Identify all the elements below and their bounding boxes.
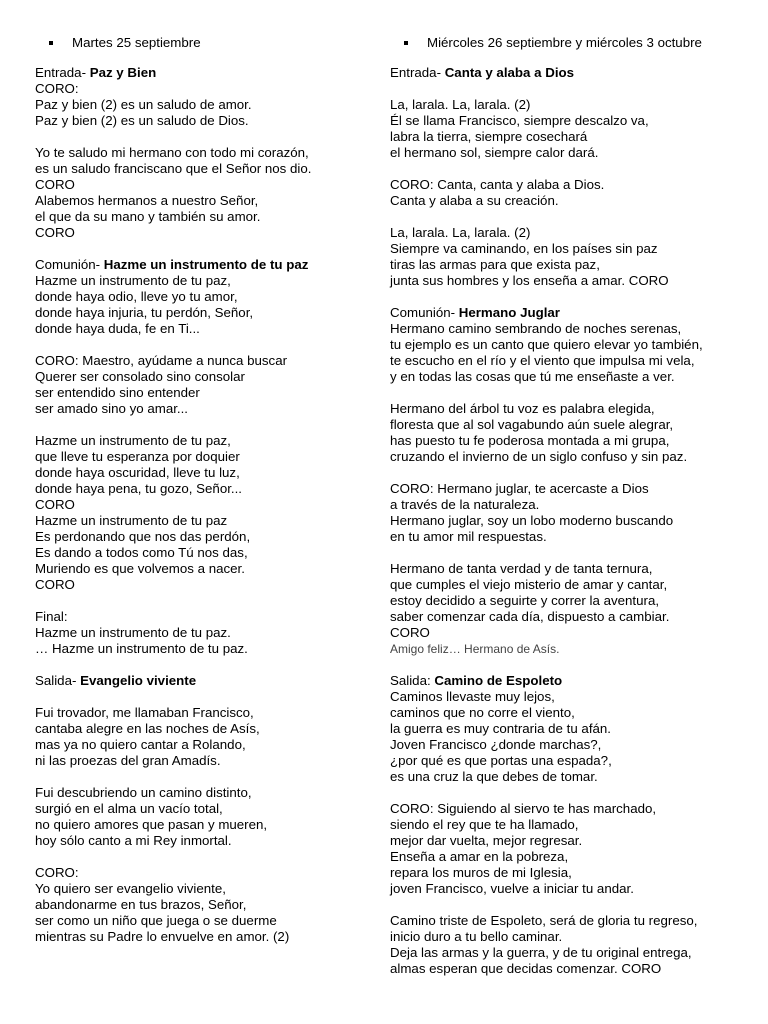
lyric-line: joven Francisco, vuelve a iniciar tu andar. <box>390 881 634 896</box>
lyric-line: CORO <box>35 225 75 240</box>
lyric-line: donde haya pena, tu gozo, Señor... <box>35 481 243 496</box>
lyric-line: es un saludo franciscano que el Señor nos dio. <box>35 161 312 176</box>
stanza-gap <box>35 657 375 673</box>
song-section-label: Entrada- <box>390 65 445 80</box>
lyric-line: Querer ser consolado sino consolar <box>35 369 245 384</box>
lyric-line: Final: <box>35 609 68 624</box>
lyric-line: ser como un niño que juega o se duerme <box>35 913 277 928</box>
song-heading <box>35 65 375 81</box>
lyric-line: ¿por qué es que portas una espada?, <box>390 753 612 768</box>
lyric-line: a través de la naturaleza. <box>390 497 540 512</box>
lyric-line: labra la tierra, siempre cosechará <box>390 129 588 144</box>
song-heading <box>35 673 375 689</box>
song-heading <box>390 65 750 81</box>
lyric-line: Fui trovador, me llamaban Francisco, <box>35 705 254 720</box>
song-title: Hermano Juglar <box>458 305 560 320</box>
lyric-line: el que da su mano y también su amor. <box>35 209 261 224</box>
song-section-label: Salida: <box>390 673 435 688</box>
date-bullet <box>390 35 750 51</box>
lyric-line: mas ya no quiero cantar a Rolando, <box>35 737 246 752</box>
bullet-icon <box>404 41 408 45</box>
lyric-line: Hermano juglar, soy un lobo moderno buscando <box>390 513 674 528</box>
lyric-line: Hazme un instrumento de tu paz. <box>35 625 231 640</box>
stanza-gap <box>390 785 750 801</box>
stanza-gap <box>35 593 375 609</box>
lyric-line: Hazme un instrumento de tu paz <box>35 513 228 528</box>
lyric-line: te escucho en el río y el viento que impulsa mi vela, <box>390 353 695 368</box>
lyric-line: Paz y bien (2) es un saludo de Dios. <box>35 113 249 128</box>
lyric-line: mejor dar vuelta, mejor regresar. <box>390 833 583 848</box>
lyric-line: ni las proezas del gran Amadís. <box>35 753 221 768</box>
lyric-line: Canta y alaba a su creación. <box>390 193 559 208</box>
lyric-line: que lleve tu esperanza por doquier <box>35 449 240 464</box>
lyric-line: mientras su Padre lo envuelve en amor. (2) <box>35 929 290 944</box>
lyric-line: saber comenzar cada día, dispuesto a cambiar. <box>390 609 670 624</box>
song-section-label: Salida- <box>35 673 81 688</box>
lyric-line: CORO <box>390 625 430 640</box>
song-heading <box>35 257 375 273</box>
bullet-icon <box>49 41 53 45</box>
lyric-line: CORO: <box>35 81 79 96</box>
lyric-line: hoy sólo canto a mi Rey inmortal. <box>35 833 232 848</box>
stanza-gap <box>390 897 750 913</box>
lyric-line: almas esperan que decidas comenzar. CORO <box>390 961 662 976</box>
lyric-line: donde haya duda, fe en Ti... <box>35 321 200 336</box>
lyric-line: donde haya odio, lleve yo tu amor, <box>35 289 238 304</box>
lyric-line: Deja las armas y la guerra, y de tu original entrega, <box>390 945 692 960</box>
song-title: Camino de Espoleto <box>434 673 563 688</box>
lyric-line: Hermano de tanta verdad y de tanta ternura, <box>390 561 653 576</box>
stanza-gap <box>35 849 375 865</box>
lyric-line: Él se llama Francisco, siempre descalzo va, <box>390 113 649 128</box>
song-heading <box>390 305 750 321</box>
stanza-gap <box>390 657 750 673</box>
lyric-line: es una cruz la que debes de tomar. <box>390 769 598 784</box>
lyric-line: el hermano sol, siempre calor dará. <box>390 145 599 160</box>
lyric-line: CORO: Siguiendo al siervo te has marchado, <box>390 801 657 816</box>
stanza-gap <box>35 337 375 353</box>
lyric-line: La, larala. La, larala. (2) <box>390 225 531 240</box>
stanza-gap <box>35 417 375 433</box>
lyric-line: cantaba alegre en las noches de Asís, <box>35 721 260 736</box>
lyric-line: Camino triste de Espoleto, será de gloria tu regreso, <box>390 913 698 928</box>
lyric-line: La, larala. La, larala. (2) <box>390 97 531 112</box>
lyric-line: CORO <box>35 577 75 592</box>
lyric-line: Hermano camino sembrando de noches serenas, <box>390 321 682 336</box>
song-heading <box>390 673 750 689</box>
closing-note: Amigo feliz… Hermano de Asís. <box>390 642 560 656</box>
stanza-gap <box>35 129 375 145</box>
song-title: Hazme un instrumento de tu paz <box>103 257 309 272</box>
lyric-line: CORO: Hermano juglar, te acercaste a Dios <box>390 481 649 496</box>
lyric-line: repara los muros de mi Iglesia, <box>390 865 572 880</box>
stanza-gap <box>390 545 750 561</box>
song-title: Canta y alaba a Dios <box>444 65 575 80</box>
lyric-line: ser entendido sino entender <box>35 385 200 400</box>
stanza-gap <box>35 241 375 257</box>
lyric-line: donde haya injuria, tu perdón, Señor, <box>35 305 254 320</box>
left-column <box>35 35 375 945</box>
stanza-gap <box>35 689 375 705</box>
lyric-line: CORO: Canta, canta y alaba a Dios. <box>390 177 605 192</box>
lyric-line: surgió en el alma un vacío total, <box>35 801 223 816</box>
stanza-gap <box>390 289 750 305</box>
lyric-line: Alabemos hermanos a nuestro Señor, <box>35 193 259 208</box>
song-title: Paz y Bien <box>89 65 157 80</box>
stanza-gap <box>390 385 750 401</box>
date-text: Miércoles 26 septiembre y miércoles 3 octubre <box>427 35 702 50</box>
lyric-line: … Hazme un instrumento de tu paz. <box>35 641 248 656</box>
lyric-line: junta sus hombres y los enseña a amar. CORO <box>390 273 669 288</box>
lyric-line: Hazme un instrumento de tu paz, <box>35 273 231 288</box>
lyric-line: Hazme un instrumento de tu paz, <box>35 433 231 448</box>
lyric-line: Enseña a amar en la pobreza, <box>390 849 569 864</box>
lyric-line: Muriendo es que volvemos a nacer. <box>35 561 245 576</box>
lyric-line: que cumples el viejo misterio de amar y cantar, <box>390 577 668 592</box>
lyric-line: Yo quiero ser evangelio viviente, <box>35 881 226 896</box>
lyric-line: abandonarme en tus brazos, Señor, <box>35 897 247 912</box>
lyric-line: Hermano del árbol tu voz es palabra elegida, <box>390 401 655 416</box>
lyric-line: CORO: <box>35 865 79 880</box>
lyric-line: tu ejemplo es un canto que quiero elevar yo también, <box>390 337 703 352</box>
date-bullet <box>35 35 375 51</box>
right-column <box>390 35 750 977</box>
lyric-line: floresta que al sol vagabundo aún suele alegrar, <box>390 417 674 432</box>
stanza-gap <box>390 161 750 177</box>
lyric-line: CORO <box>35 497 75 512</box>
lyric-line: en tu amor mil respuestas. <box>390 529 547 544</box>
lyric-line: Es perdonando que nos das perdón, <box>35 529 251 544</box>
lyric-line: donde haya oscuridad, lleve tu luz, <box>35 465 240 480</box>
lyric-line: Joven Francisco ¿donde marchas?, <box>390 737 602 752</box>
song-section-label: Comunión- <box>35 257 104 272</box>
lyric-line: la guerra es muy contraria de tu afán. <box>390 721 611 736</box>
stanza-gap <box>390 465 750 481</box>
stanza-gap <box>390 81 750 97</box>
lyric-line: inicio duro a tu bello caminar. <box>390 929 563 944</box>
lyric-line: cruzando el invierno de un siglo confuso y sin paz. <box>390 449 688 464</box>
lyric-line: Paz y bien (2) es un saludo de amor. <box>35 97 252 112</box>
date-text: Martes 25 septiembre <box>72 35 201 50</box>
song-title: Evangelio viviente <box>80 673 197 688</box>
stanza-gap <box>35 769 375 785</box>
lyric-line: siendo el rey que te ha llamado, <box>390 817 579 832</box>
lyric-line: y en todas las cosas que tú me enseñaste a ver. <box>390 369 675 384</box>
lyric-line: has puesto tu fe poderosa montada a mi grupa, <box>390 433 670 448</box>
lyric-line: estoy decidido a seguirte y correr la aventura, <box>390 593 660 608</box>
lyric-line: Fui descubriendo un camino distinto, <box>35 785 252 800</box>
lyric-line: Caminos llevaste muy lejos, <box>390 689 555 704</box>
lyric-line: CORO <box>35 177 75 192</box>
lyric-line: Es dando a todos como Tú nos das, <box>35 545 248 560</box>
lyric-line: Yo te saludo mi hermano con todo mi corazón, <box>35 145 309 160</box>
lyric-line: CORO: Maestro, ayúdame a nunca buscar <box>35 353 288 368</box>
lyric-line: caminos que no corre el viento, <box>390 705 575 720</box>
lyric-line: Siempre va caminando, en los países sin paz <box>390 241 658 256</box>
stanza-gap <box>390 209 750 225</box>
lyric-line: ser amado sino yo amar... <box>35 401 188 416</box>
song-section-label: Comunión- <box>390 305 459 320</box>
lyric-line: no quiero amores que pasan y mueren, <box>35 817 268 832</box>
lyric-line: tiras las armas para que exista paz, <box>390 257 600 272</box>
song-section-label: Entrada- <box>35 65 90 80</box>
